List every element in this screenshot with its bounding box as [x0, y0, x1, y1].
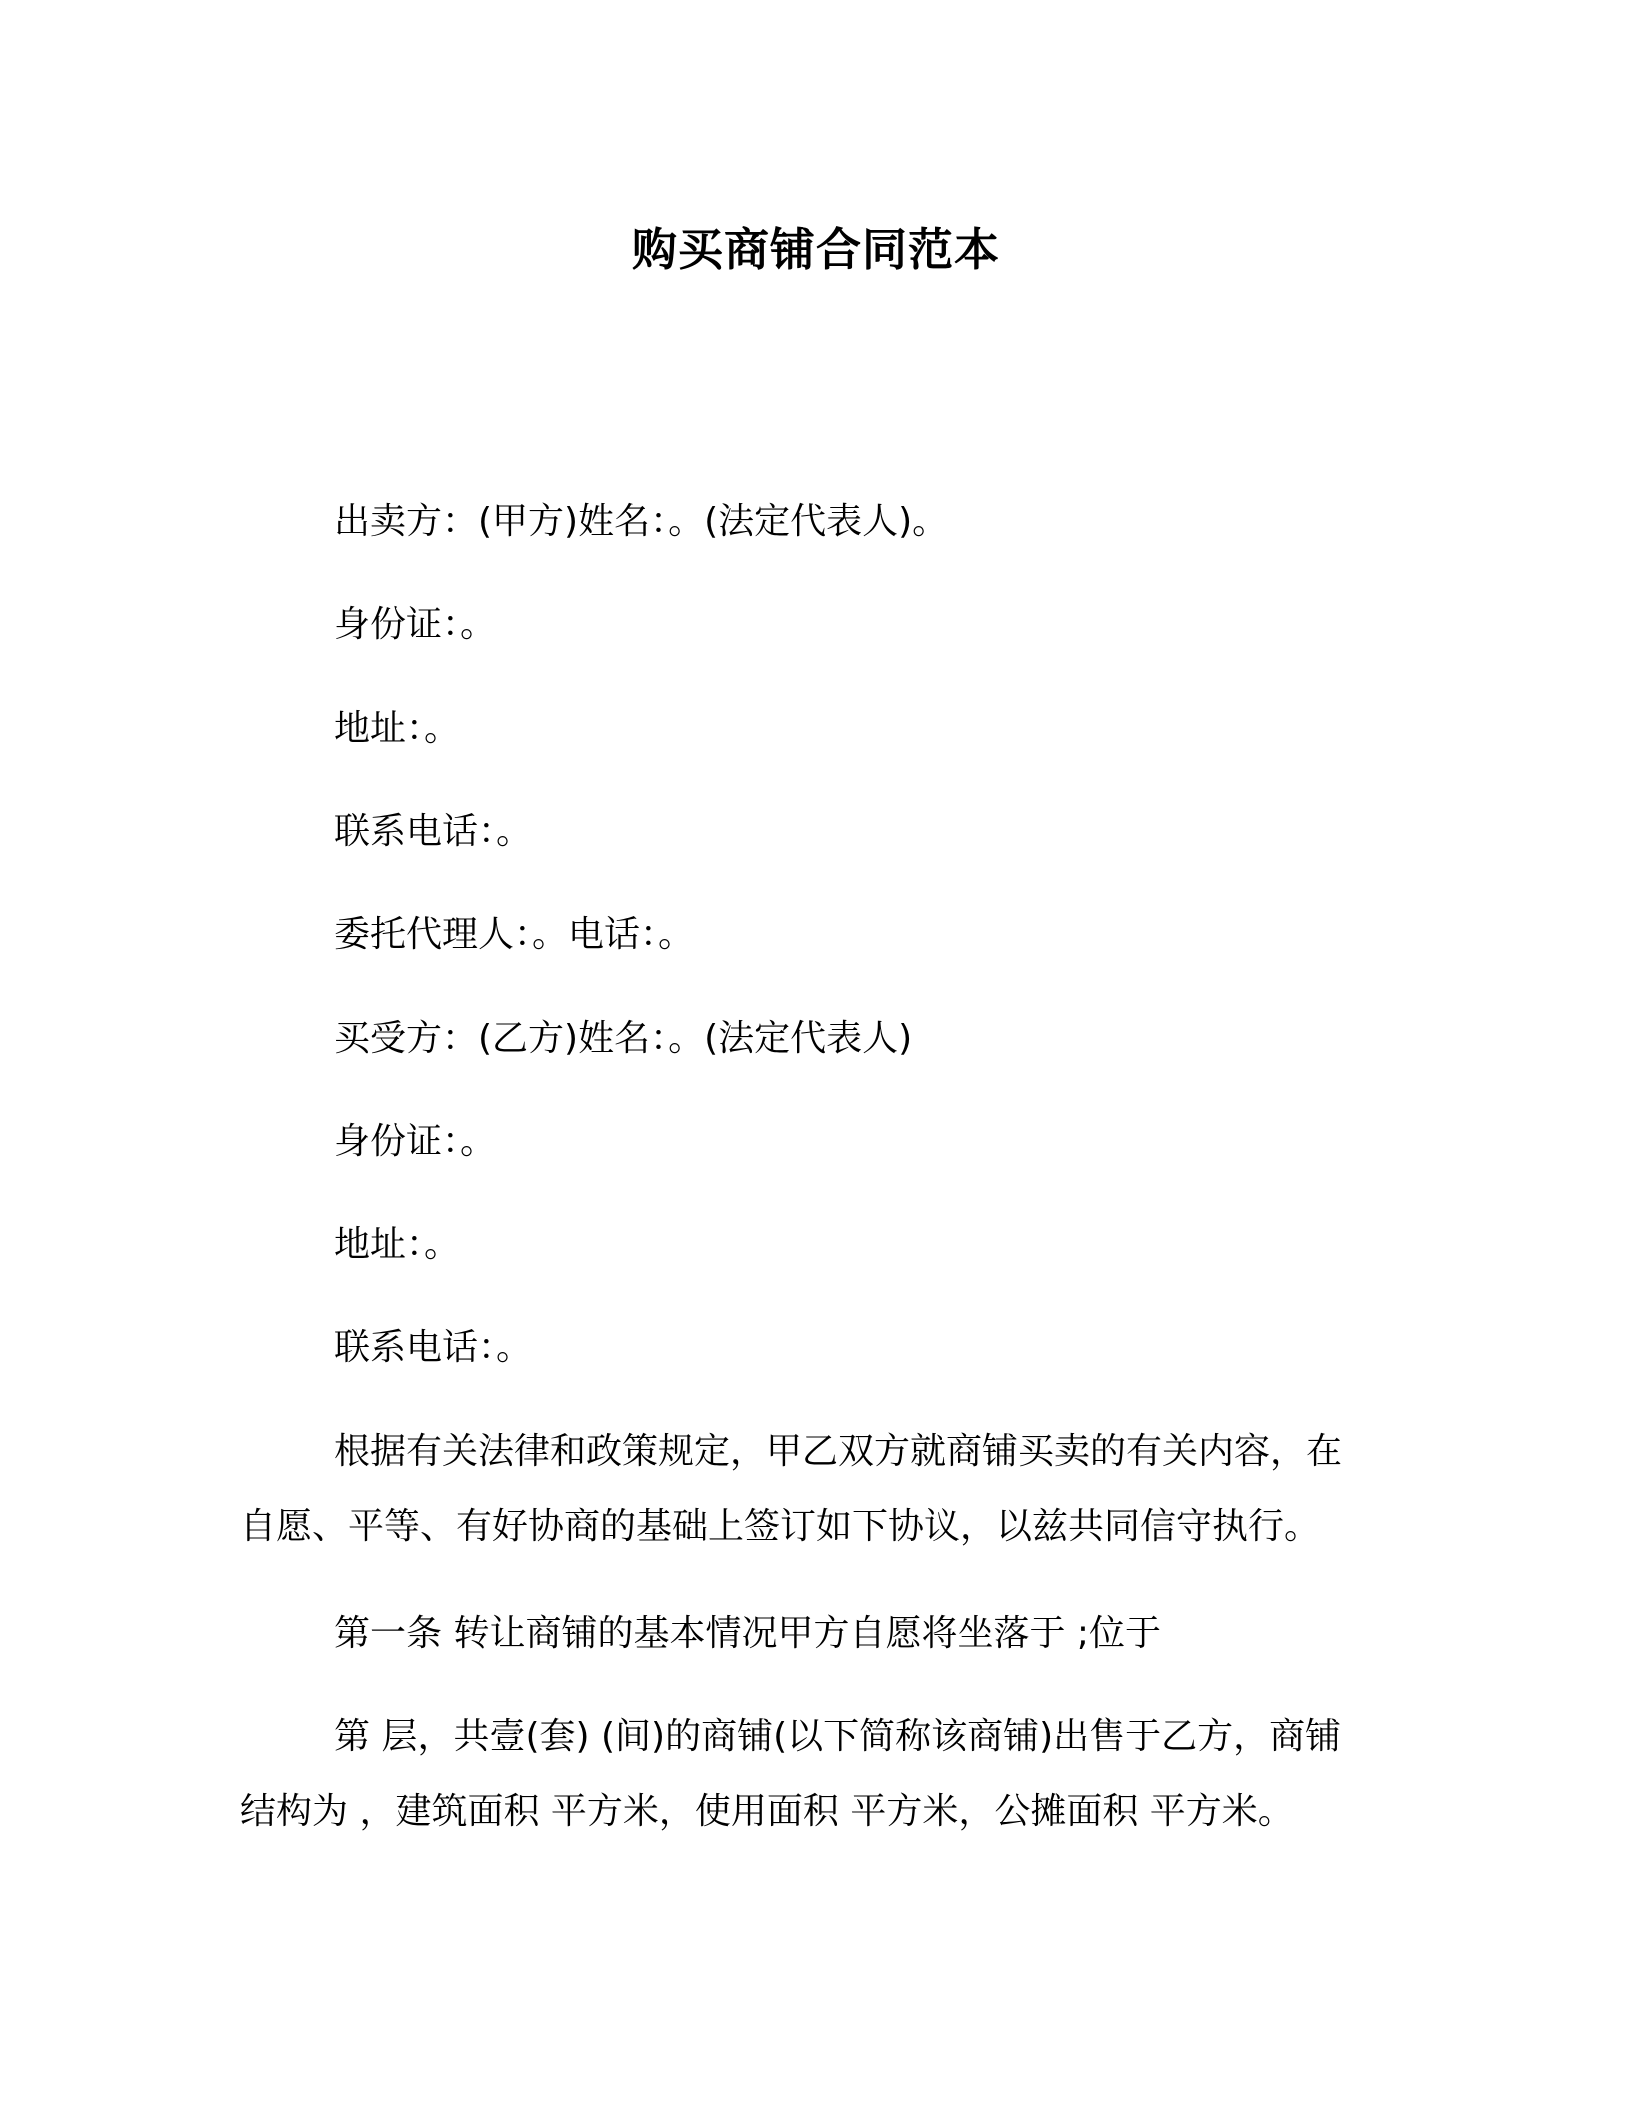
preamble-line-1: 根据有关法律和政策规定，甲乙双方就商铺买卖的有关内容，在	[334, 1431, 1343, 1472]
buyer-id-line: 身份证：。	[334, 1121, 497, 1162]
seller-name-line: 出卖方：(甲方)姓名：。(法定代表人)。	[334, 501, 949, 542]
preamble-paragraph	[240, 1414, 1390, 1564]
seller-address-line: 地址：。	[334, 708, 461, 749]
shop-details-paragraph	[240, 1699, 1390, 1849]
buyer-phone-line: 联系电话：。	[334, 1327, 533, 1368]
buyer-address-line: 地址：。	[334, 1224, 461, 1265]
buyer-name-line: 买受方：(乙方)姓名：。(法定代表人)	[334, 1018, 913, 1059]
article-1-line: 第一条 转让商铺的基本情况甲方自愿将坐落于 ;位于	[334, 1613, 1162, 1654]
agent-line: 委托代理人：。电话：。	[334, 914, 695, 955]
seller-phone-line: 联系电话：。	[334, 811, 533, 852]
seller-id-line: 身份证：。	[334, 604, 497, 645]
preamble-line-2: 自愿、平等、有好协商的基础上签订如下协议，以兹共同信守执行。	[240, 1506, 1321, 1547]
document-title: 购买商铺合同范本	[631, 223, 1000, 276]
shop-details-line-2: 结构为 ，建筑面积 平方米，使用面积 平方米，公摊面积 平方米。	[240, 1791, 1294, 1832]
shop-details-line-1: 第 层，共壹(套) (间)的商铺(以下简称该商铺)出售于乙方，商铺	[334, 1716, 1342, 1757]
